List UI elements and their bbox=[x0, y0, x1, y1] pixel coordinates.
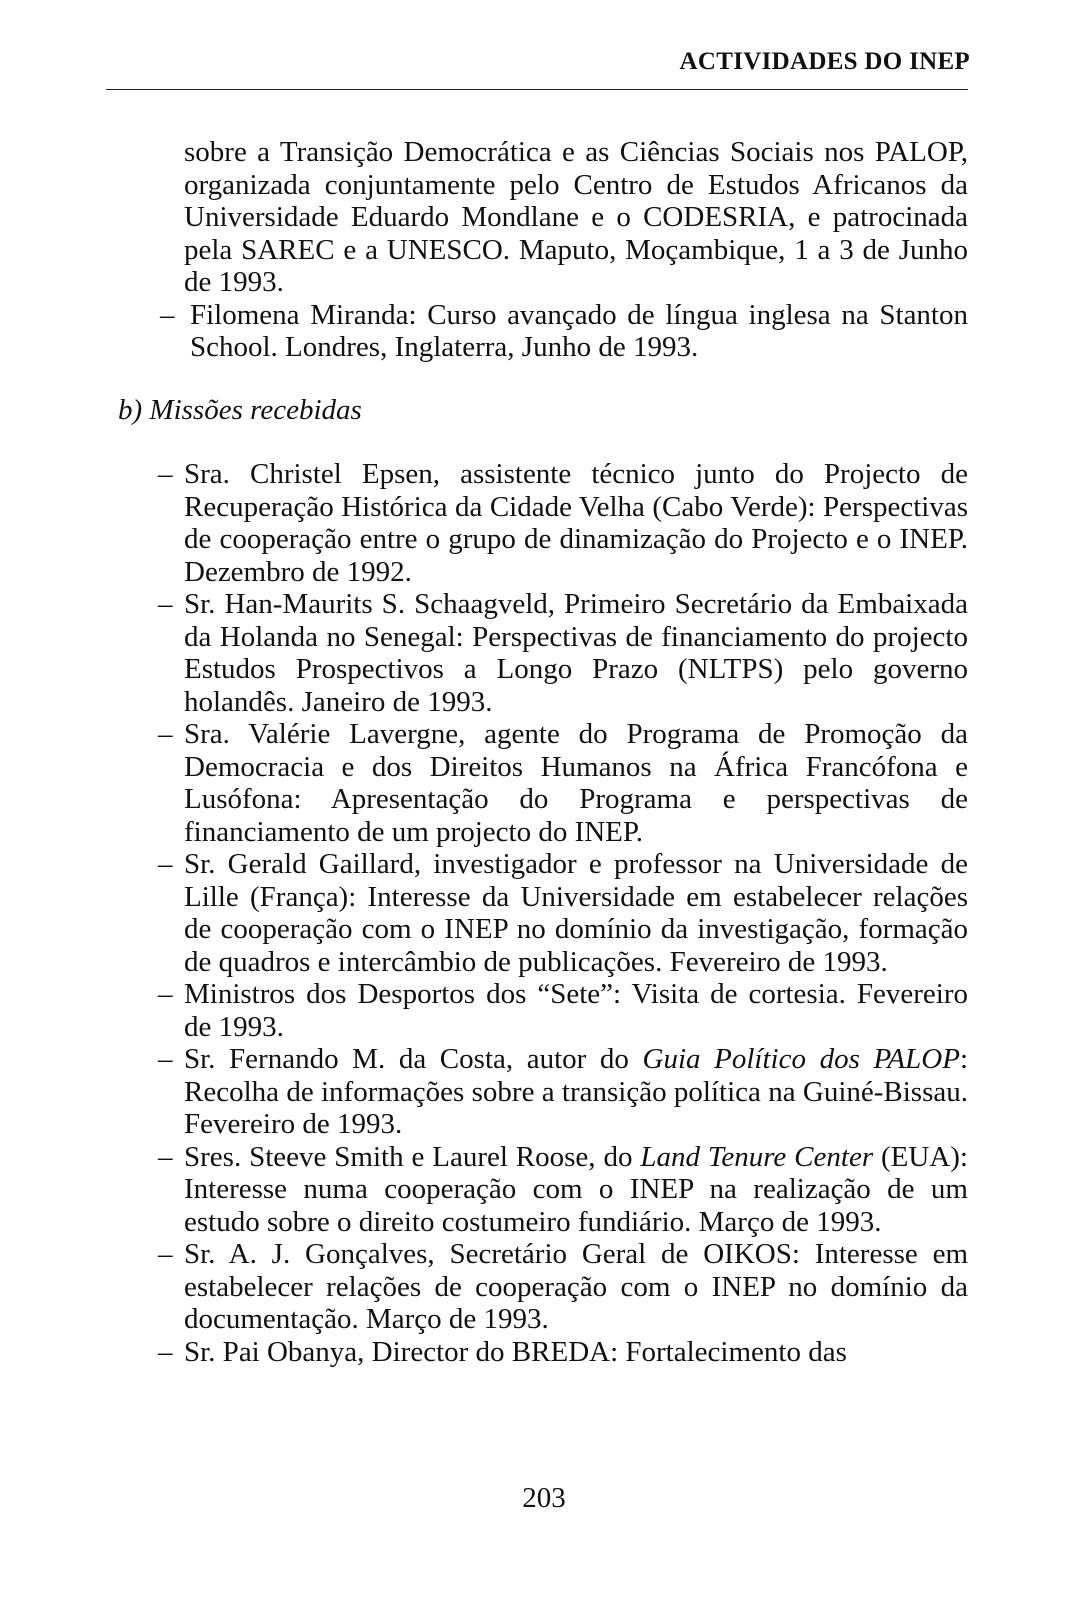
list-item bbox=[158, 1043, 968, 1141]
header-rule bbox=[106, 89, 968, 90]
dash-marker: – bbox=[160, 298, 175, 331]
dash-marker: – bbox=[158, 1335, 173, 1368]
list-item-text: Filomena Miranda: Curso avançado de língua inglesa na Stanton School. Londres, Inglaterra, Junho de 1993. bbox=[190, 298, 968, 363]
institution-name: Land Tenure Center bbox=[640, 1140, 874, 1173]
list-b bbox=[158, 458, 968, 1368]
list-a bbox=[160, 298, 968, 364]
section-label: b) bbox=[118, 393, 143, 426]
dash-marker: – bbox=[158, 848, 173, 880]
dash-marker: – bbox=[158, 1043, 173, 1075]
dash-marker: – bbox=[158, 1140, 173, 1173]
list-item-text: Sra. Valérie Lavergne, agente do Programa de Promoção da Democracia e dos Direitos Humanos na África Francófona e Lusófona: Apresentação do Programa e perspectivas de financiamento de um projecto do INEP. bbox=[184, 718, 968, 848]
intro-paragraph: sobre a Transição Democrática e as Ciências Sociais nos PALOP, organizada conjuntamente pelo Centro de Estudos Africanos da Universidade Eduardo Mondlane e o CODESRIA, e patrocinada pela SAREC e a UNESCO. Maputo, Moçambique, 1 a 3 de Junho de 1993. bbox=[184, 136, 968, 298]
list-item bbox=[158, 458, 968, 588]
list-item bbox=[158, 1238, 968, 1336]
list-item bbox=[158, 588, 968, 718]
list-item bbox=[160, 298, 968, 364]
list-item-text: Sr. A. J. Gonçalves, Secretário Geral de OIKOS: Interesse em estabelecer relações de cooperação com o INEP no domínio da documentação. Março de 1993. bbox=[184, 1238, 968, 1335]
list-item-text: Sra. Christel Epsen, assistente técnico junto do Projecto de Recuperação Histórica da Cidade Velha (Cabo Verde): Perspectivas de cooperação entre o grupo de dinamização do Projecto e o INEP. Dezembro de 1992. bbox=[184, 458, 968, 588]
list-item-text: Sr. Pai Obanya, Director do BREDA: Fortalecimento das bbox=[184, 1335, 847, 1368]
dash-marker: – bbox=[158, 588, 173, 620]
list-item-text: Sr. Fernando M. da Costa, autor do bbox=[184, 1043, 643, 1075]
list-item-text: Ministros dos Desportos dos “Sete”: Visita de cortesia. Fevereiro de 1993. bbox=[184, 978, 968, 1043]
list-item bbox=[158, 978, 968, 1043]
list-item bbox=[158, 1335, 968, 1369]
list-item-text: Sr. Gerald Gaillard, investigador e professor na Universidade de Lille (França): Interesse da Universidade em estabelecer relações de cooperação com o INEP no domínio da investigação, formação de quadros e intercâmbio de publicações. Fevereiro de 1993. bbox=[184, 848, 968, 978]
list-item bbox=[158, 1140, 968, 1239]
publication-title: Guia Político dos PALOP bbox=[642, 1043, 960, 1075]
page-number: 203 bbox=[522, 1482, 566, 1514]
list-item-text: Sr. Han-Maurits S. Schaagveld, Primeiro Secretário da Embaixada da Holanda no Senegal: Perspectivas de financiamento do projecto Estudos Prospectivos a Longo Prazo (NLTPS) pelo governo holandês. Janeiro de 1993. bbox=[184, 588, 968, 718]
page-body bbox=[118, 136, 968, 1368]
list-item bbox=[158, 718, 968, 848]
list-item bbox=[158, 848, 968, 978]
dash-marker: – bbox=[158, 458, 173, 490]
dash-marker: – bbox=[158, 718, 173, 750]
dash-marker: – bbox=[158, 1238, 173, 1270]
list-item-text-cont: : Recolha de informações sobre a transição política na Guiné-Bissau. Fevereiro de 1993. bbox=[184, 1043, 968, 1140]
running-header: ACTIVIDADES DO INEP bbox=[679, 48, 970, 75]
section-heading bbox=[118, 394, 968, 427]
list-item-text: Sres. Steeve Smith e Laurel Roose, do bbox=[184, 1140, 641, 1173]
section-title-text: Missões recebidas bbox=[149, 393, 362, 426]
list-item-text-cont: (EUA): Interesse numa cooperação com o INEP na realização de um estudo sobre o direito costumeiro fundiário. Março de 1993. bbox=[184, 1140, 968, 1238]
dash-marker: – bbox=[158, 978, 173, 1010]
